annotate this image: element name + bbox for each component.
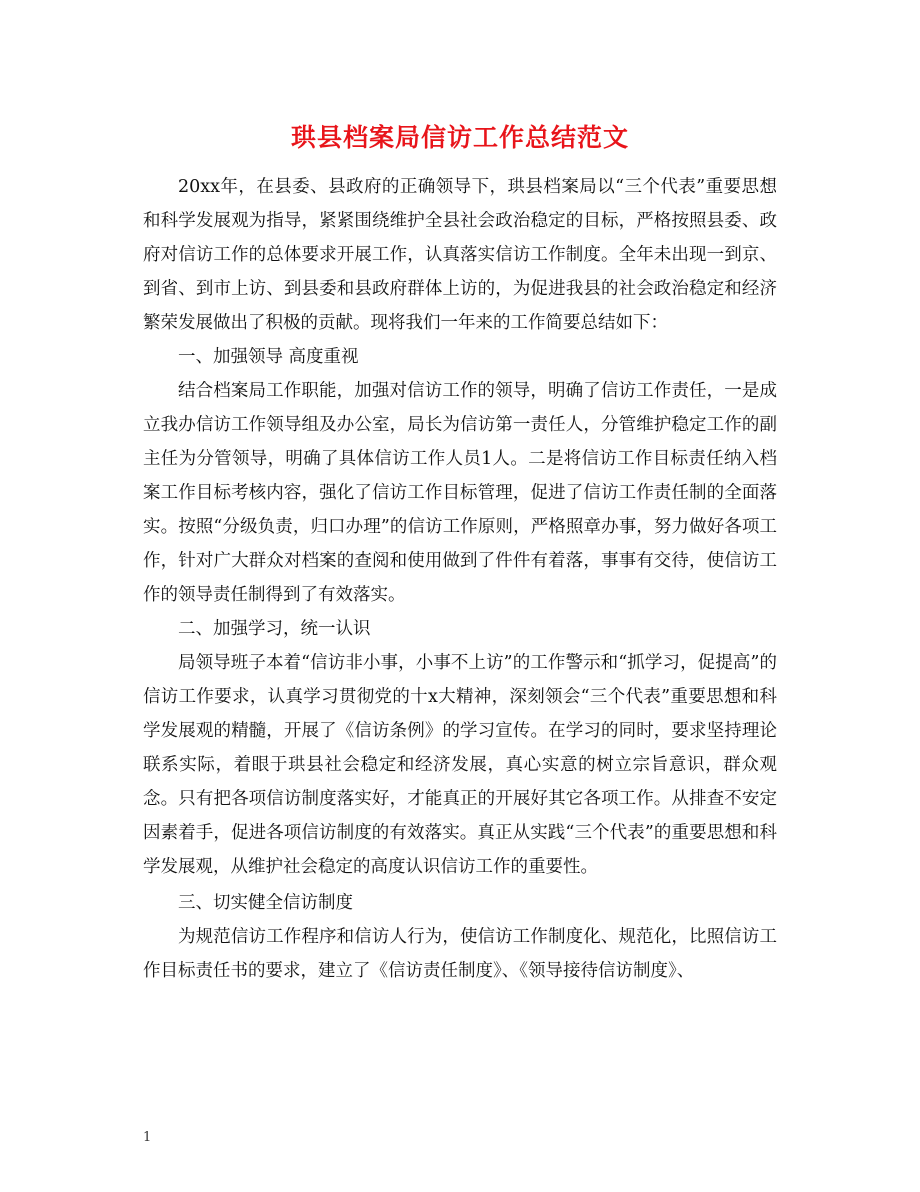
paragraph-section-3: 为规范信访工作程序和信访人行为，使信访工作制度化、规范化，比照信访工作目标责任书的要求，建立了《信访责任制度》、《领导接待信访制度》、: [143, 927, 777, 981]
paragraph-section-2: 局领导班子本着“信访非小事，小事不上访”的工作警示和“抓学习，促提高”的信访工作要求，认真学习贯彻党的十x大精神，深刻领会“三个代表”重要思想和科学发展观的精髓，开展了《信访条例》的学习宣传。在学习的同时，要求坚持理论联系实际，着眼于珙县社会稳定和经济发展，真心实意的树立宗旨意识，群众观念。只有把各项信访制度落实好，才能真正的开展好其它各项工作。从排查不安定因素着手，促进各项信访制度的有效落实。真正从实践“三个代表”的重要思想和科学发展观，从维护社会稳定的高度认识信访工作的重要性。: [143, 653, 777, 877]
document-body: [143, 170, 777, 988]
paragraph-section-1: 结合档案局工作职能，加强对信访工作的领导，明确了信访工作责任，一是成立我办信访工作领导组及办公室，局长为信访第一责任人，分管维护稳定工作的副主任为分管领导，明确了具体信访工作人员1人。二是将信访工作目标责任纳入档案工作目标考核内容，强化了信访工作目标管理，促进了信访工作责任制的全面落实。按照“分级负责，归口办理”的信访工作原则，严格照章办事，努力做好各项工作，针对广大群众对档案的查阅和使用做到了件件有着落，事事有交待，使信访工作的领导责任制得到了有效落实。: [143, 381, 777, 605]
section-heading-3: 三、切实健全信访制度: [178, 893, 353, 913]
section-heading-1: 一、加强领导 高度重视: [178, 347, 359, 367]
paragraph-intro: 20xx年，在县委、县政府的正确领导下，珙县档案局以“三个代表”重要思想和科学发展观为指导，紧紧围绕维护全县社会政治稳定的目标，严格按照县委、政府对信访工作的总体要求开展工作，认真落实信访工作制度。全年未出现一到京、到省、到市上访、到县委和县政府群体上访的，为促进我县的社会政治稳定和经济繁荣发展做出了积极的贡献。现将我们一年来的工作简要总结如下：: [143, 177, 777, 333]
page-number: 1: [143, 1130, 152, 1145]
section-heading-2: 二、加强学习，统一认识: [178, 619, 371, 639]
document-title: 珙县档案局信访工作总结范文: [290, 123, 629, 152]
